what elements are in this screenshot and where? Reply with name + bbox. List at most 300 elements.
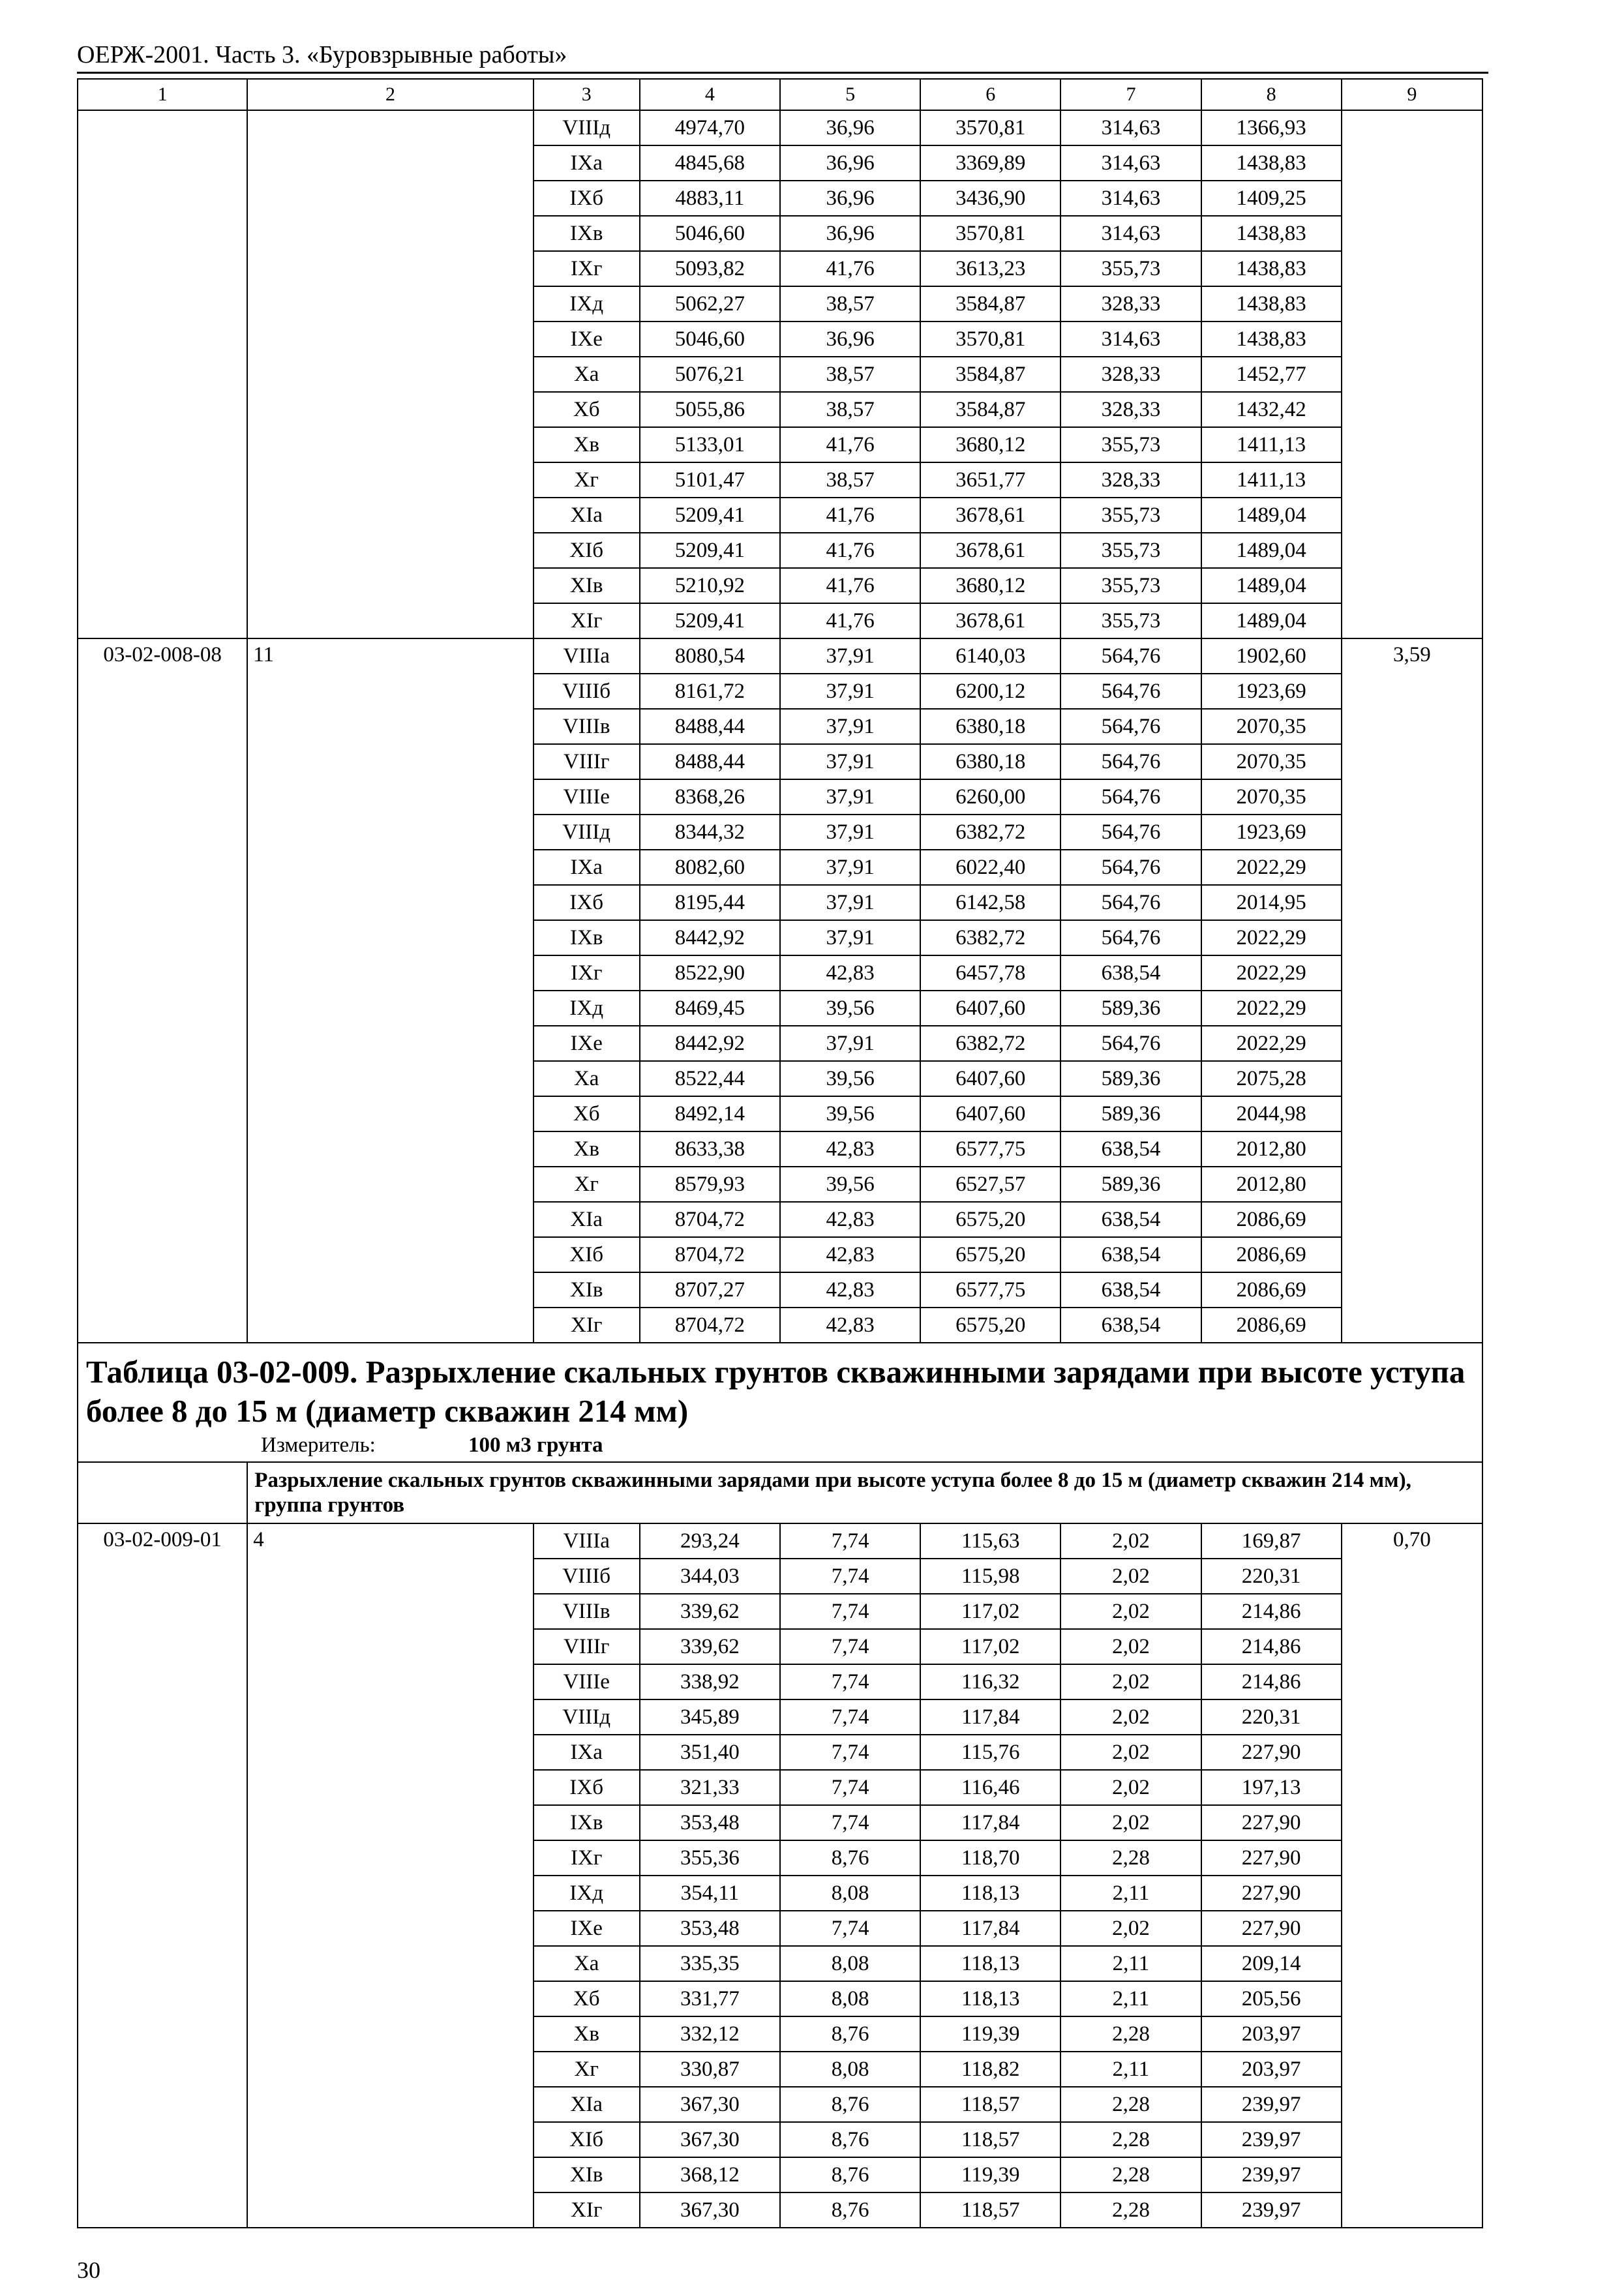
materials-cost: 1489,04 <box>1201 498 1342 533</box>
total-cost: 8522,90 <box>640 955 780 991</box>
operator-wage: 589,36 <box>1060 991 1201 1026</box>
table-row <box>78 110 1482 145</box>
machine-cost: 6142,58 <box>920 885 1060 920</box>
table-title: Таблица 03-02-009. Разрыхление скальных грунтов скважинными зарядами при высоте уступа более 8 до 15 м (диаметр скважин 214 мм) <box>86 1354 1466 1429</box>
materials-cost: 1366,93 <box>1201 110 1342 145</box>
total-cost: 8488,44 <box>640 709 780 744</box>
labor-cost: 37,91 <box>780 850 920 885</box>
soil-group-cell <box>247 110 533 638</box>
labor-cost: 8,08 <box>780 1946 920 1981</box>
total-cost: 5209,41 <box>640 603 780 638</box>
materials-cost: 2086,69 <box>1201 1237 1342 1272</box>
rates-table <box>77 78 1483 2228</box>
labor-cost: 37,91 <box>780 744 920 779</box>
labor-cost: 7,74 <box>780 1770 920 1805</box>
rate-code: 03-02-008-08 <box>78 638 247 1343</box>
total-cost: 5210,92 <box>640 568 780 603</box>
labor-cost: 41,76 <box>780 498 920 533</box>
machine-cost: 118,13 <box>920 1876 1060 1911</box>
materials-cost: 2022,29 <box>1201 920 1342 955</box>
table-row <box>78 638 1482 674</box>
operator-wage: 589,36 <box>1060 1061 1201 1096</box>
region-code: VIIIб <box>534 1559 640 1594</box>
machine-cost: 119,39 <box>920 2157 1060 2192</box>
table-row <box>78 1523 1482 1559</box>
table-title-row <box>78 1343 1482 1462</box>
operator-wage: 2,28 <box>1060 2157 1201 2192</box>
materials-cost: 2044,98 <box>1201 1096 1342 1131</box>
labor-cost: 37,91 <box>780 779 920 815</box>
rate-code: 03-02-009-01 <box>78 1523 247 2228</box>
region-code: IXг <box>534 955 640 991</box>
materials-cost: 1438,83 <box>1201 145 1342 181</box>
machine-cost: 3369,89 <box>920 145 1060 181</box>
labor-cost: 37,91 <box>780 709 920 744</box>
total-cost: 8082,60 <box>640 850 780 885</box>
materials-cost: 2012,80 <box>1201 1131 1342 1167</box>
column-number: 7 <box>1060 79 1201 110</box>
region-code: IXб <box>534 885 640 920</box>
region-code: VIIIе <box>534 779 640 815</box>
region-code: IXв <box>534 1805 640 1840</box>
region-code: IXе <box>534 1911 640 1946</box>
materials-cost: 2086,69 <box>1201 1308 1342 1343</box>
region-code: XIа <box>534 2087 640 2122</box>
total-cost: 8442,92 <box>640 920 780 955</box>
operator-wage: 589,36 <box>1060 1167 1201 1202</box>
region-code: VIIIа <box>534 638 640 674</box>
region-code: VIIIе <box>534 1664 640 1699</box>
materials-cost: 1438,83 <box>1201 251 1342 286</box>
total-cost: 8368,26 <box>640 779 780 815</box>
page-header: ОЕРЖ-2001. Часть 3. «Буровзрывные работы» <box>77 41 567 68</box>
total-cost: 8195,44 <box>640 885 780 920</box>
machine-cost: 3584,87 <box>920 392 1060 427</box>
materials-cost: 1438,83 <box>1201 216 1342 251</box>
machine-cost: 118,13 <box>920 1946 1060 1981</box>
total-cost: 8633,38 <box>640 1131 780 1167</box>
region-code: IXд <box>534 991 640 1026</box>
labor-cost: 39,56 <box>780 1061 920 1096</box>
machine-cost: 6575,20 <box>920 1308 1060 1343</box>
total-cost: 8704,72 <box>640 1308 780 1343</box>
region-code: VIIIг <box>534 1629 640 1664</box>
section-spacer <box>78 1462 247 1523</box>
materials-cost: 1438,83 <box>1201 286 1342 322</box>
materials-cost: 1452,77 <box>1201 357 1342 392</box>
machine-cost: 6407,60 <box>920 991 1060 1026</box>
materials-cost: 209,14 <box>1201 1946 1342 1981</box>
region-code: Xа <box>534 1946 640 1981</box>
region-code: IXа <box>534 145 640 181</box>
machine-cost: 6200,12 <box>920 674 1060 709</box>
labor-cost: 39,56 <box>780 991 920 1026</box>
labor-hours: 0,70 <box>1342 1523 1482 2228</box>
total-cost: 335,35 <box>640 1946 780 1981</box>
operator-wage: 314,63 <box>1060 110 1201 145</box>
labor-cost: 7,74 <box>780 1559 920 1594</box>
region-code: IXг <box>534 251 640 286</box>
machine-cost: 3570,81 <box>920 216 1060 251</box>
total-cost: 8469,45 <box>640 991 780 1026</box>
materials-cost: 227,90 <box>1201 1911 1342 1946</box>
operator-wage: 355,73 <box>1060 427 1201 462</box>
region-code: XIв <box>534 568 640 603</box>
machine-cost: 118,13 <box>920 1981 1060 2016</box>
labor-cost: 8,76 <box>780 2087 920 2122</box>
materials-cost: 1411,13 <box>1201 462 1342 498</box>
total-cost: 339,62 <box>640 1594 780 1629</box>
machine-cost: 3651,77 <box>920 462 1060 498</box>
total-cost: 355,36 <box>640 1840 780 1876</box>
operator-wage: 564,76 <box>1060 674 1201 709</box>
region-code: XIа <box>534 498 640 533</box>
operator-wage: 564,76 <box>1060 885 1201 920</box>
operator-wage: 328,33 <box>1060 462 1201 498</box>
materials-cost: 1489,04 <box>1201 533 1342 568</box>
labor-cost: 39,56 <box>780 1167 920 1202</box>
machine-cost: 3613,23 <box>920 251 1060 286</box>
machine-cost: 117,84 <box>920 1911 1060 1946</box>
column-number: 3 <box>534 79 640 110</box>
materials-cost: 239,97 <box>1201 2122 1342 2157</box>
region-code: Xа <box>534 357 640 392</box>
operator-wage: 638,54 <box>1060 1237 1201 1272</box>
total-cost: 8704,72 <box>640 1202 780 1237</box>
operator-wage: 2,02 <box>1060 1735 1201 1770</box>
region-code: Xг <box>534 1167 640 1202</box>
column-number: 8 <box>1201 79 1342 110</box>
labor-cost: 7,74 <box>780 1911 920 1946</box>
total-cost: 321,33 <box>640 1770 780 1805</box>
total-cost: 367,30 <box>640 2087 780 2122</box>
machine-cost: 6380,18 <box>920 709 1060 744</box>
total-cost: 354,11 <box>640 1876 780 1911</box>
operator-wage: 2,02 <box>1060 1664 1201 1699</box>
labor-cost: 37,91 <box>780 920 920 955</box>
table-title-cell <box>78 1343 1482 1462</box>
operator-wage: 638,54 <box>1060 1272 1201 1308</box>
machine-cost: 6260,00 <box>920 779 1060 815</box>
total-cost: 8344,32 <box>640 815 780 850</box>
labor-cost: 42,83 <box>780 1308 920 1343</box>
region-code: IXа <box>534 1735 640 1770</box>
labor-cost: 7,74 <box>780 1699 920 1735</box>
machine-cost: 6382,72 <box>920 1026 1060 1061</box>
machine-cost: 116,46 <box>920 1770 1060 1805</box>
materials-cost: 2070,35 <box>1201 779 1342 815</box>
labor-cost: 7,74 <box>780 1805 920 1840</box>
operator-wage: 2,02 <box>1060 1699 1201 1735</box>
region-code: IXв <box>534 920 640 955</box>
machine-cost: 118,70 <box>920 1840 1060 1876</box>
labor-cost: 8,08 <box>780 2052 920 2087</box>
operator-wage: 2,11 <box>1060 1876 1201 1911</box>
labor-hours-cell <box>1342 110 1482 638</box>
machine-cost: 6382,72 <box>920 920 1060 955</box>
column-number-row <box>78 79 1482 110</box>
machine-cost: 6140,03 <box>920 638 1060 674</box>
total-cost: 5209,41 <box>640 533 780 568</box>
total-cost: 331,77 <box>640 1981 780 2016</box>
machine-cost: 3678,61 <box>920 498 1060 533</box>
machine-cost: 6380,18 <box>920 744 1060 779</box>
region-code: IXе <box>534 1026 640 1061</box>
materials-cost: 197,13 <box>1201 1770 1342 1805</box>
operator-wage: 2,11 <box>1060 2052 1201 2087</box>
labor-cost: 41,76 <box>780 427 920 462</box>
labor-cost: 42,83 <box>780 1237 920 1272</box>
operator-wage: 2,28 <box>1060 2016 1201 2052</box>
column-number: 4 <box>640 79 780 110</box>
total-cost: 5062,27 <box>640 286 780 322</box>
materials-cost: 2075,28 <box>1201 1061 1342 1096</box>
labor-cost: 7,74 <box>780 1629 920 1664</box>
region-code: VIIIа <box>534 1523 640 1559</box>
region-code: IXг <box>534 1840 640 1876</box>
total-cost: 8579,93 <box>640 1167 780 1202</box>
total-cost: 8704,72 <box>640 1237 780 1272</box>
operator-wage: 2,28 <box>1060 2192 1201 2228</box>
total-cost: 8488,44 <box>640 744 780 779</box>
region-code: IXд <box>534 286 640 322</box>
materials-cost: 2022,29 <box>1201 955 1342 991</box>
machine-cost: 118,82 <box>920 2052 1060 2087</box>
operator-wage: 355,73 <box>1060 568 1201 603</box>
labor-cost: 38,57 <box>780 357 920 392</box>
operator-wage: 328,33 <box>1060 286 1201 322</box>
materials-cost: 2070,35 <box>1201 709 1342 744</box>
unit-value: 100 м3 грунта <box>468 1433 603 1457</box>
labor-cost: 41,76 <box>780 251 920 286</box>
operator-wage: 328,33 <box>1060 392 1201 427</box>
labor-cost: 41,76 <box>780 568 920 603</box>
materials-cost: 1438,83 <box>1201 322 1342 357</box>
total-cost: 8522,44 <box>640 1061 780 1096</box>
machine-cost: 115,63 <box>920 1523 1060 1559</box>
machine-cost: 3436,90 <box>920 181 1060 216</box>
materials-cost: 203,97 <box>1201 2016 1342 2052</box>
region-code: Xб <box>534 1981 640 2016</box>
operator-wage: 2,02 <box>1060 1770 1201 1805</box>
total-cost: 367,30 <box>640 2192 780 2228</box>
region-code: VIIIд <box>534 110 640 145</box>
operator-wage: 638,54 <box>1060 955 1201 991</box>
total-cost: 5133,01 <box>640 427 780 462</box>
materials-cost: 2014,95 <box>1201 885 1342 920</box>
header-rule <box>77 72 1488 74</box>
rate-code-cell <box>78 110 247 638</box>
total-cost: 293,24 <box>640 1523 780 1559</box>
machine-cost: 6382,72 <box>920 815 1060 850</box>
operator-wage: 314,63 <box>1060 145 1201 181</box>
labor-cost: 38,57 <box>780 392 920 427</box>
materials-cost: 239,97 <box>1201 2157 1342 2192</box>
materials-cost: 227,90 <box>1201 1876 1342 1911</box>
total-cost: 4883,11 <box>640 181 780 216</box>
machine-cost: 6407,60 <box>920 1096 1060 1131</box>
operator-wage: 2,28 <box>1060 2087 1201 2122</box>
labor-cost: 37,91 <box>780 1026 920 1061</box>
materials-cost: 227,90 <box>1201 1840 1342 1876</box>
total-cost: 353,48 <box>640 1911 780 1946</box>
machine-cost: 6022,40 <box>920 850 1060 885</box>
materials-cost: 2022,29 <box>1201 1026 1342 1061</box>
operator-wage: 2,02 <box>1060 1805 1201 1840</box>
operator-wage: 638,54 <box>1060 1202 1201 1237</box>
column-number: 6 <box>920 79 1060 110</box>
unit-label: Измеритель: <box>261 1433 376 1457</box>
machine-cost: 3680,12 <box>920 427 1060 462</box>
total-cost: 5046,60 <box>640 322 780 357</box>
materials-cost: 2070,35 <box>1201 744 1342 779</box>
operator-wage: 355,73 <box>1060 533 1201 568</box>
total-cost: 353,48 <box>640 1805 780 1840</box>
total-cost: 351,40 <box>640 1735 780 1770</box>
machine-cost: 6575,20 <box>920 1202 1060 1237</box>
labor-cost: 42,83 <box>780 1202 920 1237</box>
total-cost: 5101,47 <box>640 462 780 498</box>
operator-wage: 2,28 <box>1060 1840 1201 1876</box>
labor-cost: 7,74 <box>780 1735 920 1770</box>
machine-cost: 115,98 <box>920 1559 1060 1594</box>
machine-cost: 115,76 <box>920 1735 1060 1770</box>
total-cost: 5076,21 <box>640 357 780 392</box>
operator-wage: 355,73 <box>1060 498 1201 533</box>
materials-cost: 205,56 <box>1201 1981 1342 2016</box>
region-code: VIIIв <box>534 1594 640 1629</box>
labor-cost: 36,96 <box>780 110 920 145</box>
materials-cost: 1902,60 <box>1201 638 1342 674</box>
region-code: IXд <box>534 1876 640 1911</box>
region-code: Xг <box>534 2052 640 2087</box>
operator-wage: 589,36 <box>1060 1096 1201 1131</box>
operator-wage: 638,54 <box>1060 1308 1201 1343</box>
materials-cost: 227,90 <box>1201 1805 1342 1840</box>
total-cost: 338,92 <box>640 1664 780 1699</box>
operator-wage: 314,63 <box>1060 322 1201 357</box>
region-code: IXа <box>534 850 640 885</box>
operator-wage: 2,11 <box>1060 1981 1201 2016</box>
materials-cost: 214,86 <box>1201 1664 1342 1699</box>
operator-wage: 638,54 <box>1060 1131 1201 1167</box>
labor-cost: 42,83 <box>780 1272 920 1308</box>
labor-cost: 8,76 <box>780 2016 920 2052</box>
operator-wage: 314,63 <box>1060 216 1201 251</box>
machine-cost: 117,02 <box>920 1629 1060 1664</box>
operator-wage: 2,02 <box>1060 1559 1201 1594</box>
labor-cost: 37,91 <box>780 885 920 920</box>
labor-cost: 36,96 <box>780 145 920 181</box>
column-number: 9 <box>1342 79 1482 110</box>
materials-cost: 2022,29 <box>1201 850 1342 885</box>
region-code: XIв <box>534 1272 640 1308</box>
region-code: IXв <box>534 216 640 251</box>
soil-group-number: 4 <box>247 1523 533 2228</box>
labor-cost: 38,57 <box>780 286 920 322</box>
machine-cost: 118,57 <box>920 2192 1060 2228</box>
region-code: XIб <box>534 533 640 568</box>
page-number: 30 <box>77 2257 100 2283</box>
column-number: 2 <box>247 79 533 110</box>
total-cost: 4974,70 <box>640 110 780 145</box>
machine-cost: 3584,87 <box>920 286 1060 322</box>
region-code: Xв <box>534 1131 640 1167</box>
materials-cost: 203,97 <box>1201 2052 1342 2087</box>
column-number: 5 <box>780 79 920 110</box>
total-cost: 367,30 <box>640 2122 780 2157</box>
labor-cost: 41,76 <box>780 533 920 568</box>
total-cost: 8080,54 <box>640 638 780 674</box>
total-cost: 344,03 <box>640 1559 780 1594</box>
region-code: Xг <box>534 462 640 498</box>
machine-cost: 117,02 <box>920 1594 1060 1629</box>
labor-cost: 7,74 <box>780 1523 920 1559</box>
labor-cost: 39,56 <box>780 1096 920 1131</box>
operator-wage: 564,76 <box>1060 850 1201 885</box>
machine-cost: 3678,61 <box>920 603 1060 638</box>
operator-wage: 2,02 <box>1060 1629 1201 1664</box>
column-number: 1 <box>78 79 247 110</box>
machine-cost: 6577,75 <box>920 1131 1060 1167</box>
labor-cost: 8,76 <box>780 2122 920 2157</box>
operator-wage: 564,76 <box>1060 815 1201 850</box>
materials-cost: 1923,69 <box>1201 674 1342 709</box>
materials-cost: 227,90 <box>1201 1735 1342 1770</box>
section-heading-row <box>78 1462 1482 1523</box>
total-cost: 4845,68 <box>640 145 780 181</box>
operator-wage: 564,76 <box>1060 709 1201 744</box>
region-code: IXе <box>534 322 640 357</box>
labor-cost: 42,83 <box>780 955 920 991</box>
materials-cost: 1432,42 <box>1201 392 1342 427</box>
operator-wage: 2,02 <box>1060 1911 1201 1946</box>
machine-cost: 3570,81 <box>920 110 1060 145</box>
total-cost: 8161,72 <box>640 674 780 709</box>
operator-wage: 2,02 <box>1060 1594 1201 1629</box>
total-cost: 5046,60 <box>640 216 780 251</box>
labor-cost: 37,91 <box>780 815 920 850</box>
materials-cost: 220,31 <box>1201 1699 1342 1735</box>
region-code: XIб <box>534 2122 640 2157</box>
materials-cost: 2022,29 <box>1201 991 1342 1026</box>
machine-cost: 117,84 <box>920 1699 1060 1735</box>
machine-cost: 3570,81 <box>920 322 1060 357</box>
operator-wage: 2,02 <box>1060 1523 1201 1559</box>
operator-wage: 2,11 <box>1060 1946 1201 1981</box>
machine-cost: 117,84 <box>920 1805 1060 1840</box>
region-code: XIб <box>534 1237 640 1272</box>
labor-cost: 42,83 <box>780 1131 920 1167</box>
section-heading: Разрыхление скальных грунтов скважинными зарядами при высоте уступа более 8 до 15 м (диаметр скважин 214 мм), группа грунтов <box>247 1462 1482 1523</box>
labor-cost: 37,91 <box>780 638 920 674</box>
labor-cost: 36,96 <box>780 322 920 357</box>
operator-wage: 355,73 <box>1060 251 1201 286</box>
total-cost: 8492,14 <box>640 1096 780 1131</box>
total-cost: 332,12 <box>640 2016 780 2052</box>
region-code: Xв <box>534 2016 640 2052</box>
machine-cost: 3680,12 <box>920 568 1060 603</box>
operator-wage: 2,28 <box>1060 2122 1201 2157</box>
region-code: Xв <box>534 427 640 462</box>
labor-cost: 8,76 <box>780 2157 920 2192</box>
labor-cost: 8,08 <box>780 1876 920 1911</box>
operator-wage: 355,73 <box>1060 603 1201 638</box>
materials-cost: 214,86 <box>1201 1594 1342 1629</box>
materials-cost: 1411,13 <box>1201 427 1342 462</box>
total-cost: 330,87 <box>640 2052 780 2087</box>
operator-wage: 564,76 <box>1060 744 1201 779</box>
